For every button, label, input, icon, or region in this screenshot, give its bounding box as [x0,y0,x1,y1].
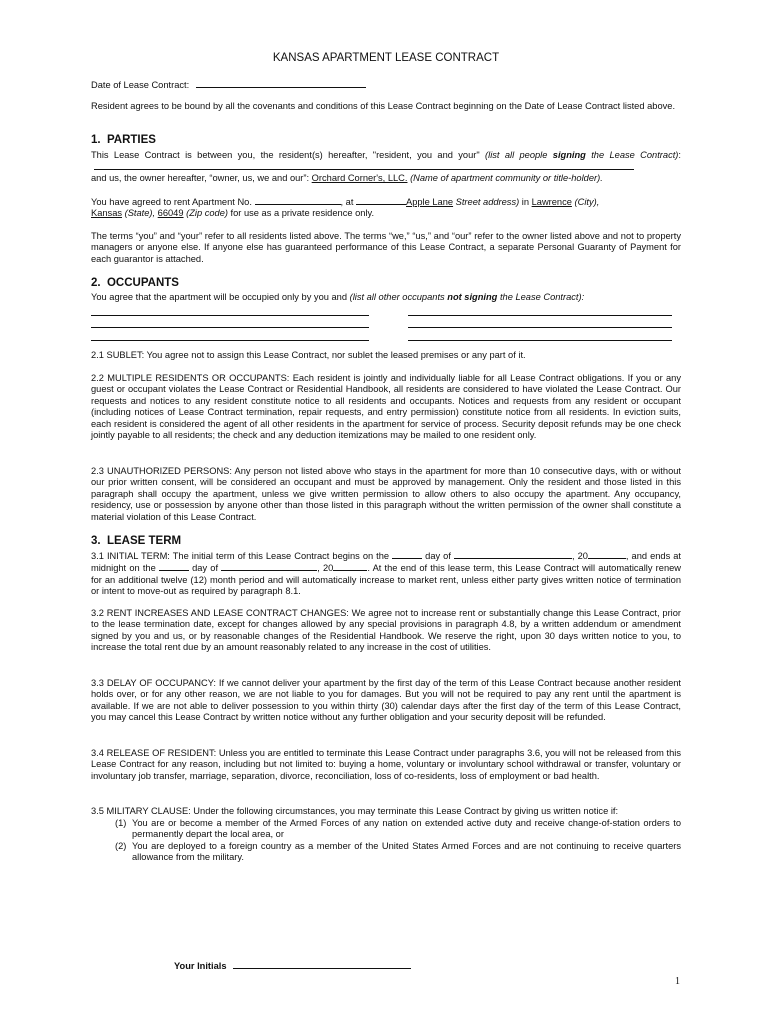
end-month-blank[interactable] [221,562,317,571]
start-day-blank[interactable] [392,550,422,559]
page-number: 1 [675,976,680,987]
date-of-lease-row [91,79,681,91]
military-item-1: (1) You are or become a member of the Armed Forces of any nation on extended active duty and receive change-of-station orders to permanently depart the local area, or [115,818,681,840]
occupant-blank[interactable] [408,328,672,341]
initials-row [174,960,411,971]
occupant-column-right [408,303,672,341]
occupant-lines [91,303,681,339]
military-clause-paragraph: 3.5 MILITARY CLAUSE: Under the following circumstances, you may terminate this Lease Contract by giving us written notice if: [91,806,619,816]
city: Lawrence [531,197,572,207]
initials-label: Your Initials [174,961,227,971]
occupant-blank[interactable] [91,316,369,329]
occupant-column-left [91,303,369,341]
start-month-blank[interactable] [454,550,572,559]
end-year-blank[interactable] [333,562,367,571]
parties-paragraph-1: This Lease Contract is between you, the resident(s) hereafter, "resident, you and your" (list all people signing the Lease Contract): [91,150,681,174]
multiple-residents-paragraph: 2.2 MULTIPLE RESIDENTS OR OCCUPANTS: Each resident is jointly and individually liable for all Lease Contract obligations. If you or any guest or occupant violates the Lease Contract or Residential Handbook, all residents are considered to have violated the Lease Contract. Our requests and notices to any resident constitute notice to all residents and occupants. Notices and requests from any resident or occupant (including notices of Lease Contract termination, repair requests, and entry permission) constitute notice from all residents. In eviction suits, each resident is considered the agent of all other residents in the apartment for service of process. Security deposit refunds may be one check jointly payable to all residents; the check and any deduction itemizations may be mailed to one resident only. [91,373,681,441]
intro-paragraph: Resident agrees to be bound by all the covenants and conditions of this Lease Contract beginning on the Date of Lease Contract listed above. [91,101,676,111]
initial-term-paragraph: 3.1 INITIAL TERM: The initial term of this Lease Contract begins on the day of , 20 , and ends at midnight on the day of , 20 . At the end of this lease term, this Lease Contract will automatically renew for an additional twelve (12) month period and will automatically increase to market rent, unless either party gives written notice of termination or intent to move-out as required by paragraph 8.1. [91,551,682,597]
section-occupants-heading: 2. OCCUPANTS [91,277,179,289]
occupant-blank[interactable] [408,316,672,329]
occupant-blank[interactable] [91,303,369,316]
street-name: Apple Lane [406,197,454,207]
military-item-2: (2) You are deployed to a foreign country as a member of the United States Armed Forces and are not continuing to receive quarters allowance from the military. [115,841,681,863]
parties-paragraph-4: The terms “you” and “your” refer to all residents listed above. The terms “we,” “us,” and “our” refer to the owner listed above and not to property managers or anyone else. If anyone else has guaranteed performance of this Lease Contract, a separate Personal Guaranty of Payment for each guarantor is attached. [91,231,681,264]
sublet-paragraph: 2.1 SUBLET: You agree not to assign this Lease Contract, nor sublet the leased premises or any part of it. [91,350,526,360]
parties-paragraph-3: You have agreed to rent Apartment No. , at Apple Lane Street address) in Lawrence (City), Kansas (State), 66049 (Zip code) for use as a private residence only. [91,197,600,219]
state: Kansas [91,208,123,219]
start-year-blank[interactable] [588,550,626,559]
apartment-number-blank[interactable] [255,196,341,205]
parties-paragraph-2: and us, the owner hereafter, “owner, us, we and our”: Orchard Corner's, LLC. (Name of apartment community or title-holder). [91,173,603,183]
residents-blank[interactable] [94,161,634,170]
date-blank[interactable] [196,79,366,88]
section-parties-heading: 1. PARTIES [91,134,156,146]
delay-of-occupancy-paragraph: 3.3 DELAY OF OCCUPANCY: If we cannot deliver your apartment by the first day of the term of this Lease Contract because another resident holds over, or for any other reason, we are not liable to you for damages. But you will not be required to pay any rent until the apartment is available. If we are not able to deliver possession to you within thirty (30) calendar days after the first day of the term of this Lease Contract, you may cancel this Lease Contract by written notice without any further obligation and your security deposit will be refunded. [91,678,681,723]
section-lease-term-heading: 3. LEASE TERM [91,535,182,547]
document-title: KANSAS APARTMENT LEASE CONTRACT [272,52,500,64]
occupants-paragraph: You agree that the apartment will be occupied only by you and (list all other occupants not signing the Lease Contract): [91,292,585,302]
zip-code: 66049 [157,208,184,219]
owner-name: Orchard Corner's, LLC. [311,173,408,183]
occupant-blank[interactable] [408,303,672,316]
release-of-resident-paragraph: 3.4 RELEASE OF RESIDENT: Unless you are entitled to terminate this Lease Contract under paragraphs 3.6, you will not be released from this Lease Contract for any reason, including but not limited to: buying a home, voluntary or involuntary school withdrawal or transfer, voluntary or involuntary job transfer, marriage, separation, divorce, reconciliation, loss of co-residents, loss of employment or bad health. [91,748,681,781]
initials-blank[interactable] [233,960,411,969]
street-number-blank[interactable] [356,196,406,205]
unauthorized-persons-paragraph: 2.3 UNAUTHORIZED PERSONS: Any person not listed above who stays in the apartment for more than 10 consecutive days, with or without our prior written consent, will be considered an occupant and must be approved by management. Only the resident and those listed in this paragraph shall occupy the apartment, unless we give written permission to allow others to also occupy the apartment. Any occupancy, residency, use or possession by anyone other than those listed in this paragraph without the written permission of the owner shall constitute a material violation of this Lease Contract. [91,466,681,522]
date-label: Date of Lease Contract: [91,80,190,90]
occupant-blank[interactable] [91,328,369,341]
rent-increases-paragraph: 3.2 RENT INCREASES AND LEASE CONTRACT CHANGES: We agree not to increase rent or substantially change this Lease Contract, prior to the lease termination date, except for changes allowed by any special provisions in paragraph 4.8, by a written addendum or amendment signed by you and us, or by reasonable changes of the Residential Handbook. We reserve the right, upon 30 days written notice to you, to increase the total rent due by an amount reasonably related to any increase in the cost of utilities. [91,608,681,653]
end-day-blank[interactable] [159,562,189,571]
